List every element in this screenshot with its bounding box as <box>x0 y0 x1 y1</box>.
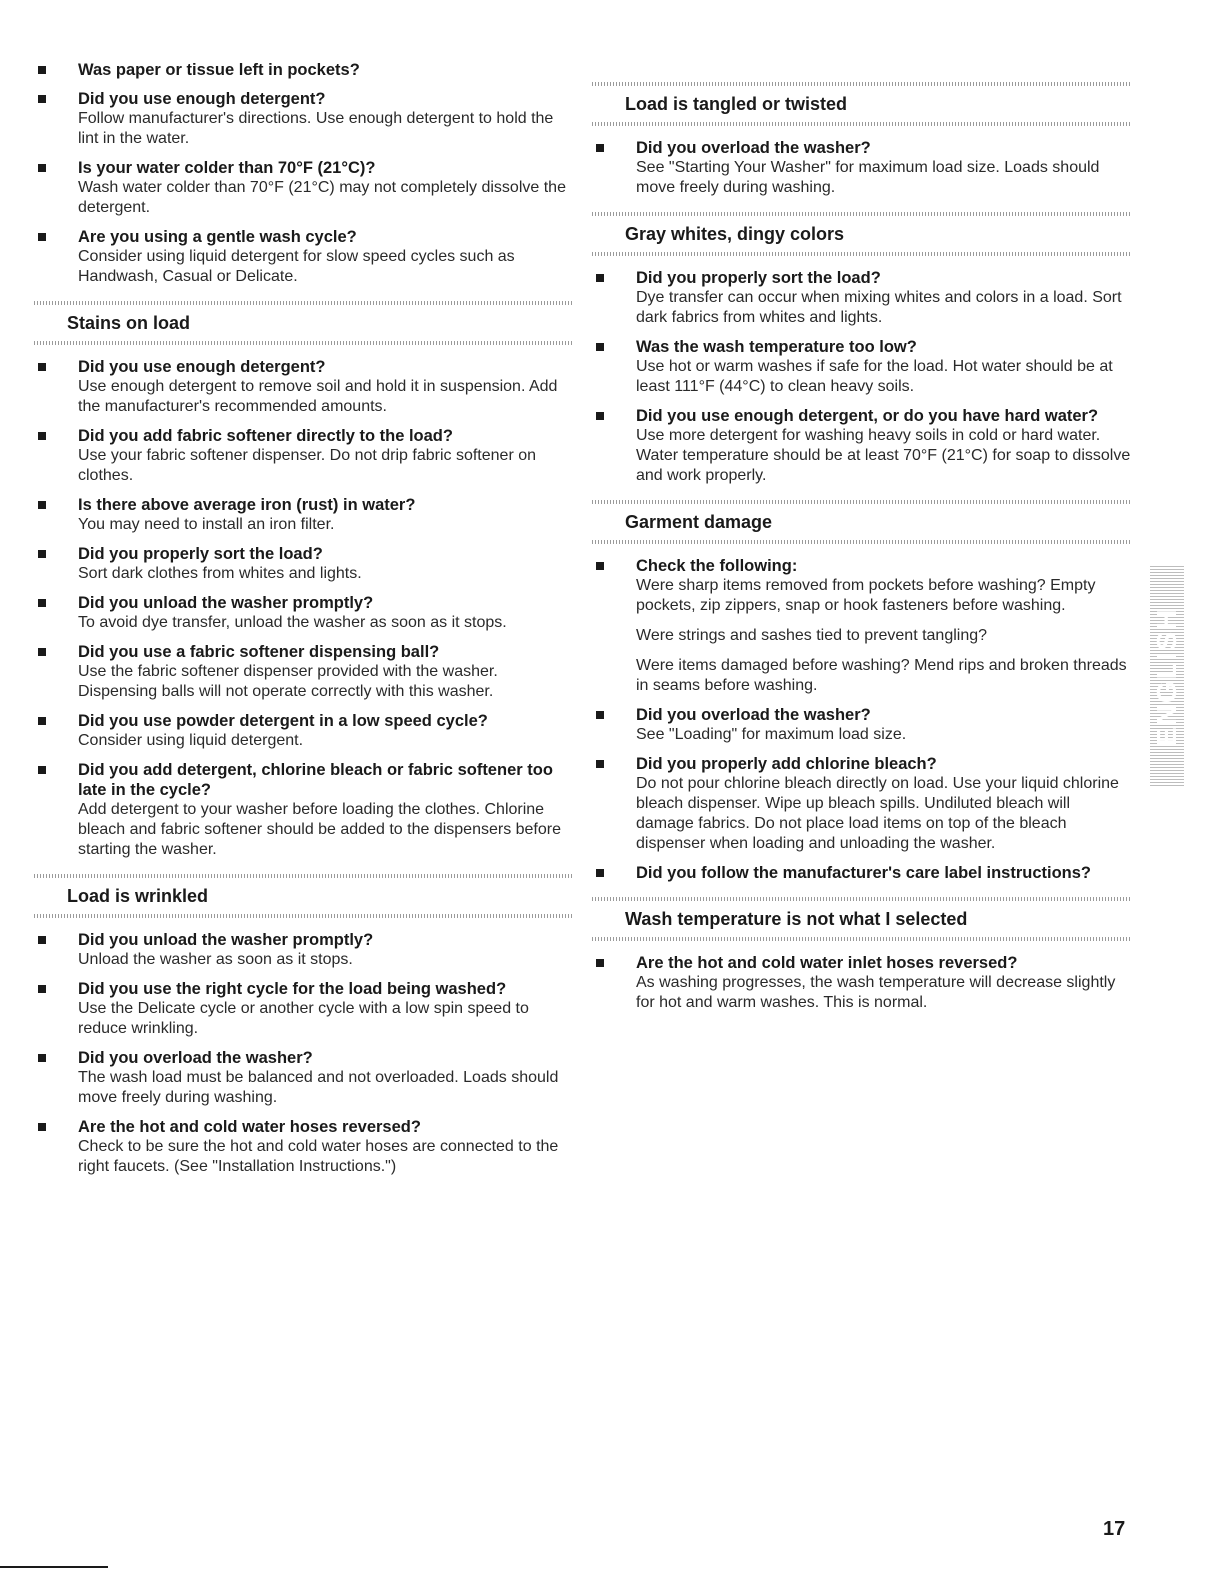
square-bullet-icon <box>38 550 46 558</box>
troubleshooting-item <box>592 953 1132 1013</box>
question-text: Did you properly add chlorine bleach? <box>636 755 937 773</box>
square-bullet-icon <box>38 717 46 725</box>
question-text: Did you properly sort the load? <box>636 269 881 287</box>
language-side-tab: ENGLISH <box>1150 566 1184 788</box>
answer-text: Use the fabric softener dispenser provided with the washer. Dispensing balls will not operate correctly with this washer. <box>78 663 498 700</box>
answer-text: See "Loading" for maximum load size. <box>636 726 907 743</box>
dotted-rule <box>592 540 1132 544</box>
section-title: Load is tangled or twisted <box>625 94 848 114</box>
troubleshooting-item <box>592 406 1132 486</box>
page-number: 17 <box>1103 1518 1126 1540</box>
question-text: Did you overload the washer? <box>636 139 871 157</box>
troubleshooting-item <box>34 593 574 633</box>
answer-text: Wash water colder than 70°F (21°C) may not completely dissolve the detergent. <box>78 179 566 216</box>
question-text: Did you use a fabric softener dispensing ball? <box>78 643 440 661</box>
question-text: Did you overload the washer? <box>636 706 871 724</box>
troubleshooting-item <box>34 979 574 1039</box>
troubleshooting-item <box>34 544 574 584</box>
section-header <box>592 82 1132 126</box>
answer-text: Dye transfer can occur when mixing whites and colors in a load. Sort dark fabrics from whites and lights. <box>636 289 1122 326</box>
square-bullet-icon <box>596 412 604 420</box>
question-text: Did you unload the washer promptly? <box>78 931 374 949</box>
question-text: Was the wash temperature too low? <box>636 338 917 356</box>
square-bullet-icon <box>38 95 46 103</box>
dotted-rule <box>592 937 1132 941</box>
answer-text: Unload the washer as soon as it stops. <box>78 951 353 968</box>
section-title: Wash temperature is not what I selected <box>625 909 968 929</box>
square-bullet-icon <box>38 648 46 656</box>
square-bullet-icon <box>38 766 46 774</box>
square-bullet-icon <box>38 936 46 944</box>
answer-text: As washing progresses, the wash temperature will decrease slightly for hot and warm washes. This is normal. <box>636 974 1116 1011</box>
section-title: Load is wrinkled <box>67 886 209 906</box>
question-text: Did you properly sort the load? <box>78 545 323 563</box>
troubleshooting-item <box>592 337 1132 397</box>
question-text: Did you use enough detergent, or do you have hard water? <box>636 407 1099 425</box>
square-bullet-icon <box>596 274 604 282</box>
left-column <box>34 60 574 1186</box>
troubleshooting-item <box>592 754 1132 854</box>
troubleshooting-item <box>592 705 1132 745</box>
troubleshooting-item <box>34 60 574 80</box>
question-text: Did you overload the washer? <box>78 1049 313 1067</box>
question-text: Is there above average iron (rust) in water? <box>78 496 416 514</box>
troubleshooting-item <box>592 863 1132 883</box>
troubleshooting-item <box>34 426 574 486</box>
answer-text: To avoid dye transfer, unload the washer as soon as it stops. <box>78 614 507 631</box>
square-bullet-icon <box>38 985 46 993</box>
troubleshooting-item <box>34 357 574 417</box>
question-text: Check the following: <box>636 557 798 575</box>
troubleshooting-item <box>34 158 574 218</box>
square-bullet-icon <box>596 144 604 152</box>
section-title: Garment damage <box>625 512 773 532</box>
troubleshooting-item <box>34 1048 574 1108</box>
answer-text: Follow manufacturer's directions. Use enough detergent to hold the lint in the water. <box>78 110 554 147</box>
answer-text: See "Starting Your Washer" for maximum load size. Loads should move freely during washing. <box>636 159 1100 196</box>
troubleshooting-item <box>34 930 574 970</box>
square-bullet-icon <box>596 869 604 877</box>
corner-rule <box>0 1566 108 1568</box>
dotted-rule <box>34 914 574 918</box>
square-bullet-icon <box>38 1123 46 1131</box>
section-header <box>34 301 574 345</box>
troubleshooting-item <box>34 227 574 287</box>
square-bullet-icon <box>596 711 604 719</box>
section-header <box>592 897 1132 941</box>
square-bullet-icon <box>38 501 46 509</box>
question-text: Are the hot and cold water inlet hoses reversed? <box>636 954 1018 972</box>
answer-text: You may need to install an iron filter. <box>78 516 335 533</box>
square-bullet-icon <box>596 760 604 768</box>
troubleshooting-item <box>592 138 1132 198</box>
troubleshooting-item <box>34 495 574 535</box>
answer-text: Add detergent to your washer before loading the clothes. Chlorine bleach and fabric softener should be added to the dispensers before starting the washer. <box>78 801 561 858</box>
answer-text: The wash load must be balanced and not overloaded. Loads should move freely during washing. <box>78 1069 559 1106</box>
answer-text: Consider using liquid detergent for slow speed cycles such as Handwash, Casual or Delicate. <box>78 248 515 285</box>
question-text: Did you follow the manufacturer's care label instructions? <box>636 864 1092 882</box>
square-bullet-icon <box>596 959 604 967</box>
square-bullet-icon <box>38 233 46 241</box>
section-header <box>592 212 1132 256</box>
answer-text: Use your fabric softener dispenser. Do not drip fabric softener on clothes. <box>78 447 537 484</box>
answer-text: Sort dark clothes from whites and lights. <box>78 565 362 582</box>
right-column <box>592 68 1132 1022</box>
answer-text: Were sharp items removed from pockets before washing? Empty pockets, zip zippers, snap or hook fasteners before washing. <box>636 577 1096 614</box>
question-text: Did you use enough detergent? <box>78 358 326 376</box>
answer-text: Use hot or warm washes if safe for the load. Hot water should be at least 111°F (44°C) to clean heavy soils. <box>636 358 1113 395</box>
section-title: Gray whites, dingy colors <box>625 224 845 244</box>
dotted-rule <box>592 252 1132 256</box>
question-text: Did you use powder detergent in a low speed cycle? <box>78 712 488 730</box>
square-bullet-icon <box>38 363 46 371</box>
troubleshooting-item <box>34 1117 574 1177</box>
square-bullet-icon <box>38 432 46 440</box>
question-text: Did you unload the washer promptly? <box>78 594 374 612</box>
answer-text: Use enough detergent to remove soil and hold it in suspension. Add the manufacturer's recommended amounts. <box>78 378 558 415</box>
answer-text: Use the Delicate cycle or another cycle with a low spin speed to reduce wrinkling. <box>78 1000 529 1037</box>
troubleshooting-item <box>34 89 574 149</box>
question-text: Did you add fabric softener directly to the load? <box>78 427 453 445</box>
troubleshooting-item <box>34 760 574 860</box>
question-text: Was paper or tissue left in pockets? <box>78 61 360 79</box>
square-bullet-icon <box>596 562 604 570</box>
answer-text: Were strings and sashes tied to prevent tangling? <box>636 627 988 644</box>
dotted-rule <box>34 341 574 345</box>
question-text: Did you add detergent, chlorine bleach or fabric softener too late in the cycle? <box>78 761 553 799</box>
dotted-rule <box>592 122 1132 126</box>
answer-text: Do not pour chlorine bleach directly on load. Use your liquid chlorine bleach dispenser. Wipe up bleach spills. Undiluted bleach will damage fabrics. Do not place load items on top of the bleach dispenser when loading and unloading the washer. <box>636 775 1119 852</box>
square-bullet-icon <box>38 164 46 172</box>
answer-text: Were items damaged before washing? Mend rips and broken threads in seams before washing. <box>636 657 1127 694</box>
square-bullet-icon <box>596 343 604 351</box>
troubleshooting-item <box>592 268 1132 328</box>
square-bullet-icon <box>38 1054 46 1062</box>
section-header <box>592 500 1132 544</box>
square-bullet-icon <box>38 66 46 74</box>
troubleshooting-item <box>592 556 1132 696</box>
question-text: Are you using a gentle wash cycle? <box>78 228 357 246</box>
answer-text: Check to be sure the hot and cold water hoses are connected to the right faucets. (See "Installation Instructions.") <box>78 1138 559 1175</box>
troubleshooting-item <box>34 642 574 702</box>
section-header <box>34 874 574 918</box>
question-text: Did you use the right cycle for the load being washed? <box>78 980 507 998</box>
question-text: Is your water colder than 70°F (21°C)? <box>78 159 376 177</box>
question-text: Are the hot and cold water hoses reversed? <box>78 1118 421 1136</box>
question-text: Did you use enough detergent? <box>78 90 326 108</box>
square-bullet-icon <box>38 599 46 607</box>
section-title: Stains on load <box>67 313 191 333</box>
answer-text: Consider using liquid detergent. <box>78 732 304 749</box>
answer-text: Use more detergent for washing heavy soils in cold or hard water. Water temperature should be at least 70°F (21°C) for soap to dissolve and work properly. <box>636 427 1131 484</box>
troubleshooting-item <box>34 711 574 751</box>
